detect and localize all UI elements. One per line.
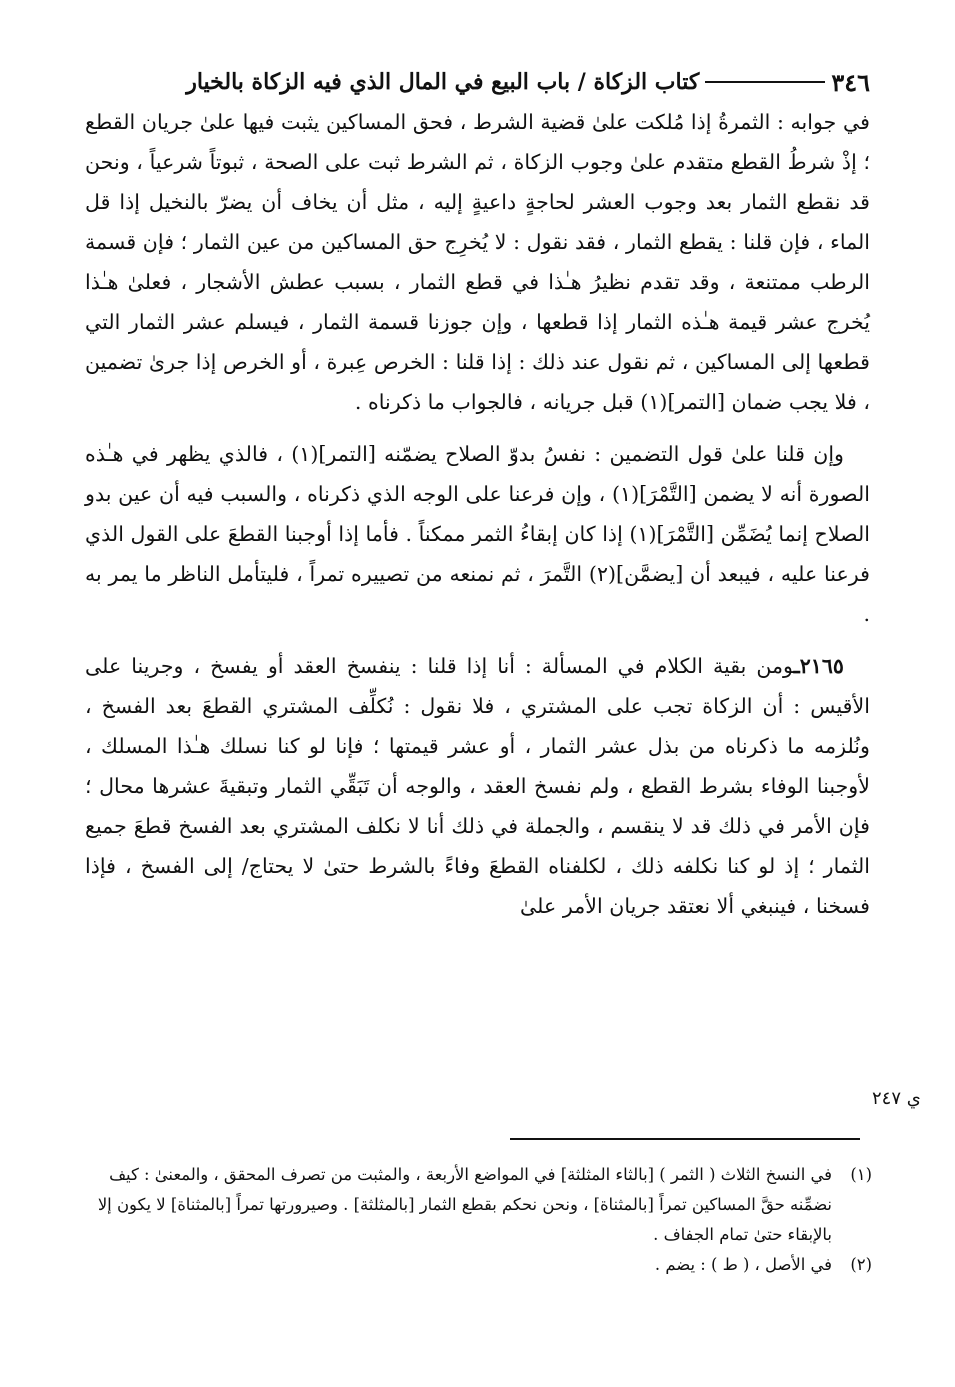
footnote-text: في النسخ الثلاث ( الثمر ) [بالثاء المثلثة] في المواضع الأربعة ، والمثبت من تصرف المحقق ، والمعنىٰ : كيف نضمِّنه حقَّ المساكين تمراً [بالمثناة] ، ونحن نحكم بقطع الثمار [بالمثلثة] . وصيرورتها تمراً [بالمثناة] لا يكون إلا بالإبقاء حتىٰ تمام الجفاف . xyxy=(97,1165,832,1244)
footnote-marker: (٢) xyxy=(850,1255,872,1274)
footnotes xyxy=(92,1160,872,1280)
paragraph-2: وإن قلنا علىٰ قول التضمين : نفسُ بدوّ الصلاح يضمّنه [التمر](١) ، فالذي يظهر في هـٰذه الصورة أنه لا يضمن [التَّمْرَ](١) ، وإن فرعنا على الوجه الذي ذكرناه ، والسبب فيه أن عين بدو الصلاح إنما يُضَمِّن [التَّمْرَ](١) إذا كان إبقاءُ الثمر ممكناً . فأما إذا أوجبنا القطعَ على القول الذي فرعنا عليه ، فيبعد أن [يضمَّن](٢) التَّمرَ ، ثم نمنعه من تصييره تمراً ، فليتأمل الناظر ما يمر به . xyxy=(85,442,870,626)
main-text xyxy=(85,102,870,926)
page-number: ٣٤٦ xyxy=(831,67,870,97)
footnote-marker: (١) xyxy=(850,1165,872,1184)
paragraph-1: في جوابه : الثمرةُ إذا مُلكت علىٰ قضية الشرط ، فحق المساكين يثبت فيها علىٰ جريان القطع ؛ إذْ شرطُ القطع متقدم علىٰ وجوب الزكاة ، ثم الشرط ثبت على الصحة ، ثبوتاً شرعياً ، ونحن قد نقطع الثمار بعد وجوب العشر لحاجةٍ داعيةٍ إليه ، مثل أن يخاف أن يضرّ بالنخيل إذا قل الماء ، فإن قلنا : يقطع الثمار ، فقد نقول : لا يُخرِج حق المساكين من عين الثمار ؛ فإن قسمة الرطب ممتنعة ، وقد تقدم نظيرُ هـٰذا في قطع الثمار ، بسبب عطش الأشجار ، فعلىٰ هـٰذا يُخرج عشر قيمة هـٰذه الثمار إذا قطعها ، وإن جوزنا قسمة الثمار ، فيسلم عشر الثمار التي قطعها إلى المساكين ، ثم نقول عند ذلك : إذا قلنا : الخرص عِبرة ، أو الخرص إذا جرىٰ تضمين ، فلا يجب ضمان [التمر](١) قبل جريانه ، فالجواب ما ذكرناه . xyxy=(85,110,870,414)
footnote-1 xyxy=(92,1160,872,1250)
footnote-2 xyxy=(92,1250,872,1280)
issue-number: ٢١٦٥ـ xyxy=(793,654,844,678)
paragraph-3-text: ومن بقية الكلام في المسألة : أنا إذا قلنا : ينفسخ العقد أو يفسخ ، وجرينا على الأقيس : أن الزكاة تجب على المشتري ، فلا نقول : نُكلِّف المشتري القطعَ بعد الفسخ ، ونُلزمه ما ذكرناه من بذل عشر الثمار ، أو عشر قيمتها ؛ فإنا لو كنا نسلك هـٰذا المسلك ، لأوجبنا الوفاء بشرط القطع ، ولم نفسخ العقد ، والوجه أن تَبَقِّي الثمار وتبقيةَ عشرها محال ؛ فإن الأمر في ذلك قد لا ينقسم ، والجملة في ذلك أنا لا نكلف المشتري بعد الفسخ قطعَ جميع الثمار ؛ إذ لو كنا نكلفه ذلك ، لكلفناه القطعَ وفاءً بالشرط حتىٰ لا يحتاج/ إلى الفسخ ، فإذا فسخنا ، فينبغي ألا نعتقد جريان الأمر علىٰ xyxy=(85,654,870,918)
paragraph-gap xyxy=(85,634,870,646)
margin-page-reference: ي ٢٤٧ xyxy=(872,1088,921,1109)
paragraph-3 xyxy=(85,646,870,926)
running-title: كتاب الزكاة / باب البيع في المال الذي فيه الزكاة بالخيار xyxy=(186,69,700,95)
running-head xyxy=(85,62,870,102)
paragraph-gap xyxy=(85,422,870,434)
header-rule xyxy=(705,81,825,83)
page xyxy=(85,62,870,926)
footnote-text: في الأصل ، ( ط ) : يضم . xyxy=(654,1255,832,1274)
footnote-separator xyxy=(510,1138,860,1140)
